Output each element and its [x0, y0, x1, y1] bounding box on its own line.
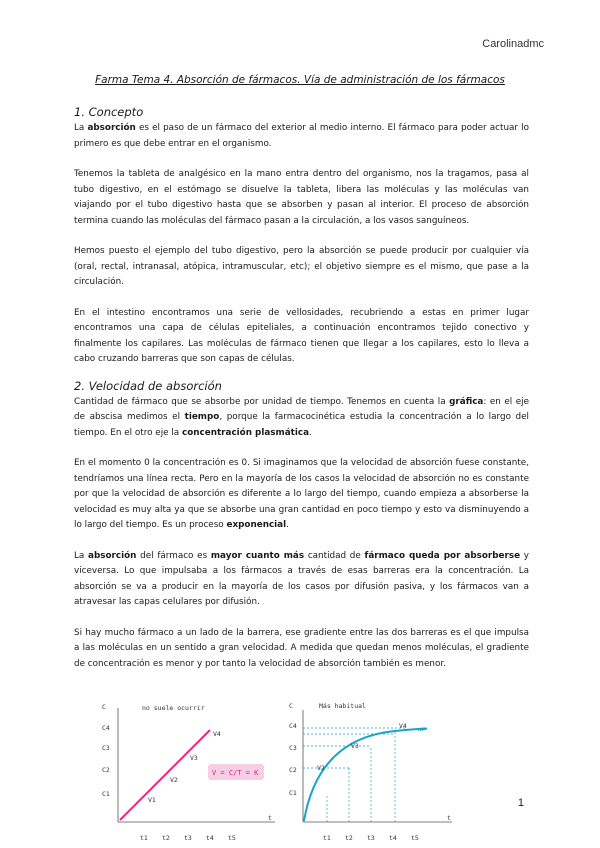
x-tick-t3: t3 — [184, 834, 192, 842]
mark-v1: V1 — [148, 796, 156, 804]
mark-v4: V4 — [399, 722, 407, 730]
y-tick-c4: C4 — [102, 724, 110, 732]
mark-v4: V4 — [213, 730, 221, 738]
sketch-axis-t-label: t — [447, 814, 451, 822]
x-tick-t1: t1 — [323, 834, 331, 842]
x-tick-t3: t3 — [367, 834, 375, 842]
section-heading-velocidad: 2. Velocidad de absorción — [74, 378, 222, 393]
sketch-axis-c-label: C — [102, 703, 106, 711]
paragraph: Si hay mucho fármaco a un lado de la barrera, ese gradiente entre las dos barreras es el que impulsa a las moléculas en un sentido a gran velocidad. A medida que quedan menos moléculas, el gradiente de concentración es menor y por tanto la velocidad de absorción también es menor. — [74, 627, 529, 669]
paragraph: Tenemos la tableta de analgésico en la mano entra dentro del organismo, nos la tragamos, pasa al tubo digestivo, en el estómago se disuelve la tableta, libera las moléculas y las moléculas van viajando por el tubo digestivo hasta que se absorben y pasan al interior. El proceso de absorción termina cuando las moléculas del fármaco pasan a la circulación, a los vasos sanguíneos. — [74, 169, 529, 226]
page-number: 1 — [517, 797, 524, 809]
x-tick-t1: t1 — [140, 834, 148, 842]
x-tick-t4: t4 — [389, 834, 397, 842]
author-name: Carolinadmc — [482, 38, 544, 50]
y-tick-c3: C3 — [102, 744, 110, 752]
x-tick-t2: t2 — [345, 834, 353, 842]
y-tick-c2: C2 — [289, 766, 297, 774]
paragraph: La absorción del fármaco es mayor cuanto más cantidad de fármaco queda por absorberse y viceversa. Lo que impulsaba a los fármacos a través de esas barreras era la concentración. La absorción se va a producir en la mayoría de los casos por difusión pasiva, y los fármacos van a atravesar las capas celulares por difusión. — [74, 550, 530, 607]
sketch-axis-c-label: C — [289, 702, 293, 710]
mark-v3: V3 — [190, 754, 198, 762]
y-tick-c4: C4 — [289, 722, 297, 730]
paragraph: En el momento 0 la concentración es 0. Si imaginamos que la velocidad de absorción fuese constante, tendríamos una línea recta. Pero en la mayoría de los casos la velocidad de absorción no es constante por que la velocidad de absorción es diferente a lo largo del tiempo, cuando empieza a absorberse la velocidad es muy alta ya que se absorbe una gran cantidad en poco tiempo y esto va disminuyendo a lo largo del tiempo. Es un proceso exponencial. — [74, 458, 529, 530]
paragraph: La absorción es el paso de un fármaco del exterior al medio interno. El fármaco para poder actuar lo primero es que debe entrar en el organismo. — [74, 123, 529, 149]
y-tick-c2: C2 — [102, 766, 110, 774]
paragraph: Hemos puesto el ejemplo del tubo digestivo, pero la absorción se puede producir por cualquier vía (oral, rectal, intranasal, atópica, intramuscular, etc); el objetivo siempre es el mismo, que pase a la circulación. — [74, 246, 529, 287]
document-body — [74, 104, 529, 687]
velocity-formula: V = C/T = K — [212, 769, 259, 777]
y-tick-c1: C1 — [289, 789, 297, 797]
constant-rate-line — [120, 730, 210, 820]
document-title: Farma Tema 4. Absorción de fármacos. Vía de administración de los fármacos — [95, 74, 505, 86]
section-heading-concepto: 1. Concepto — [74, 105, 144, 119]
x-tick-t5: t5 — [411, 834, 419, 842]
y-tick-c1: C1 — [102, 790, 110, 798]
exponential-curve — [304, 728, 426, 821]
x-tick-t2: t2 — [162, 834, 170, 842]
paragraph: Cantidad de fármaco que se absorbe por unidad de tiempo. Tenemos en cuenta la gráfica: en el eje de abscisa medimos el tiempo, porque la farmacocinética estudia la concentración a lo largo del tiempo. En el otro eje la concentración plasmática. — [74, 396, 529, 438]
linear-absorption-sketch — [100, 698, 300, 848]
mark-v2: V2 — [317, 764, 325, 772]
mark-v2: V2 — [170, 776, 178, 784]
paragraph: En el intestino encontramos una serie de vellosidades, recubriendo a estas en primer lugar encontramos una capa de células epiteliales, a continuación encontramos tejido conectivo y finalmente los capilares. Las moléculas de fármaco tienen que llegar a los capilares, esto lo lleva a cabo cruzando barreras que son capas de células. — [74, 307, 529, 364]
x-tick-t5: t5 — [228, 834, 236, 842]
sketch-note: no suele ocurrir — [142, 704, 205, 712]
sketch-note: Más habitual — [319, 702, 366, 710]
sketch-axis-t-label: t — [268, 814, 272, 822]
mark-v3: V3 — [351, 742, 359, 750]
y-tick-c3: C3 — [289, 744, 297, 752]
x-tick-t4: t4 — [206, 834, 214, 842]
exponential-absorption-sketch — [287, 698, 467, 848]
